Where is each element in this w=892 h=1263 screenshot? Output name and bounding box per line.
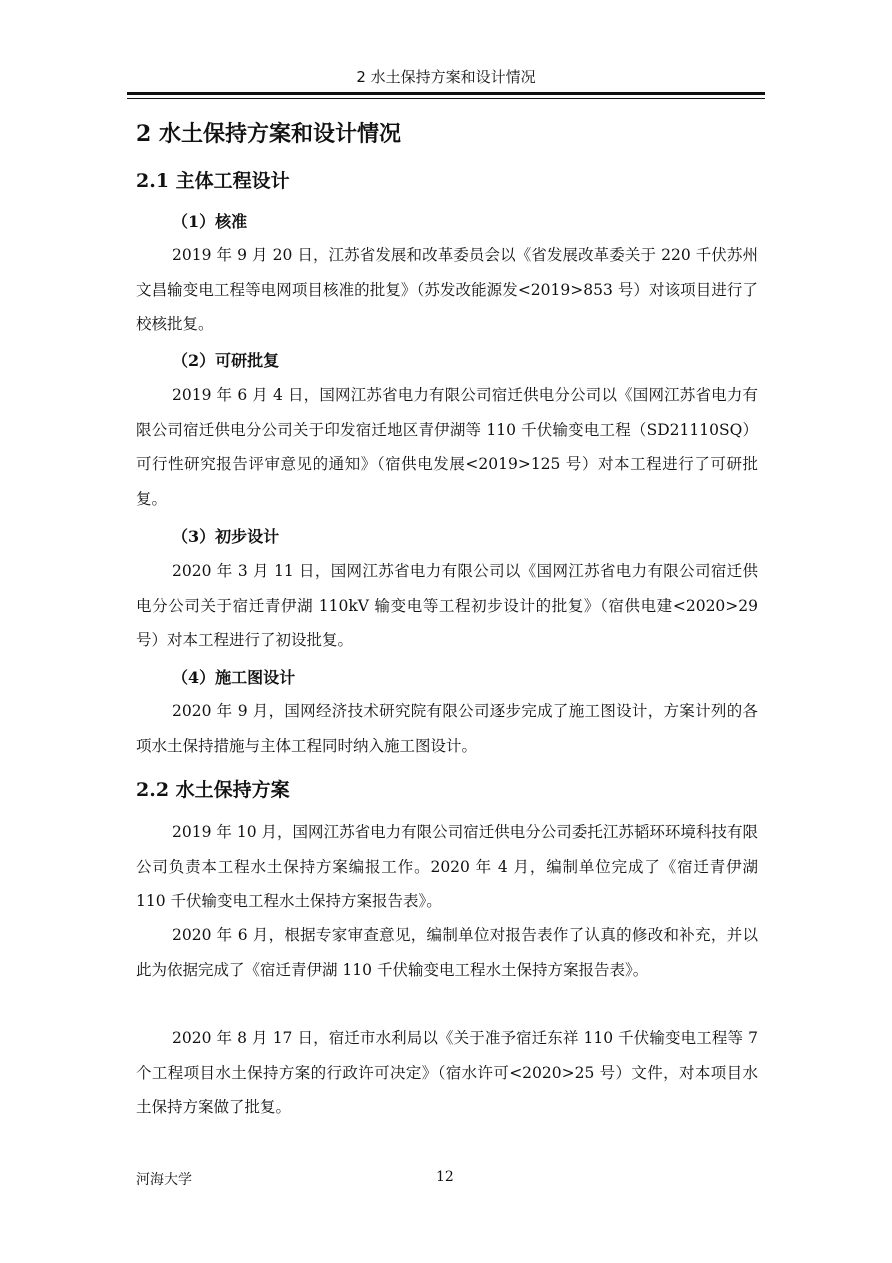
paragraph-plan-revision: 2020 年 6 月，根据专家审查意见，编制单位对报告表作了认真的修改和补充，并以此为依据完成了《宿迁青伊湖 110 千伏输变电工程水土保持方案报告表》。 <box>136 926 758 979</box>
footer-institution: 河海大学 <box>136 1172 192 1188</box>
header-rule-thick <box>127 92 765 95</box>
section-2-1-title: 2.1 主体工程设计 <box>136 170 290 192</box>
paragraph-construction-drawing: 2020 年 9 月，国网经济技术研究院有限公司逐步完成了施工图设计，方案计列的各项水土保持措施与主体工程同时纳入施工图设计。 <box>136 702 758 755</box>
paragraph-feasibility: 2019 年 6 月 4 日，国网江苏省电力有限公司宿迁供电分公司以《国网江苏省电力有限公司宿迁供电分公司关于印发宿迁地区青伊湖等 110 千伏输变电工程（SD21110SQ）可行性研究报告评审意见的通知》（宿供电发展<2019>125 号）对本工程进行了可研批复。 <box>136 386 758 508</box>
subsection-heading-feasibility: （2）可研批复 <box>172 351 280 370</box>
subsection-heading-preliminary-design: （3）初步设计 <box>172 527 280 546</box>
paragraph-approval: 2019 年 9 月 20 日，江苏省发展和改革委员会以《省发展改革委关于 220 千伏苏州文昌输变电工程等电网项目核准的批复》（苏发改能源发<2019>853 号）对该项目进行了校核批复。 <box>136 246 758 333</box>
page-number: 12 <box>436 1169 454 1185</box>
paragraph-plan-compilation: 2019 年 10 月，国网江苏省电力有限公司宿迁供电分公司委托江苏韬环环境科技有限公司负责本工程水土保持方案编报工作。2020 年 4 月，编制单位完成了《宿迁青伊湖 110 千伏输变电工程水土保持方案报告表》。 <box>136 823 758 910</box>
subsection-heading-approval: （1）核准 <box>172 212 248 231</box>
section-2-2-title: 2.2 水土保持方案 <box>136 779 290 801</box>
header-rule-thin <box>127 98 765 99</box>
subsection-heading-construction-drawing: （4）施工图设计 <box>172 668 296 687</box>
paragraph-preliminary-design: 2020 年 3 月 11 日，国网江苏省电力有限公司以《国网江苏省电力有限公司宿迁供电分公司关于宿迁青伊湖 110kV 输变电等工程初步设计的批复》（宿供电建<2020>29 号）对本工程进行了初设批复。 <box>136 562 758 649</box>
chapter-title: 2 水土保持方案和设计情况 <box>136 121 401 147</box>
paragraph-plan-approval: 2020 年 8 月 17 日，宿迁市水利局以《关于准予宿迁东祥 110 千伏输变电工程等 7 个工程项目水土保持方案的行政许可决定》（宿水许可<2020>25 号）文件，对本项目水土保持方案做了批复。 <box>136 1029 758 1116</box>
running-header: 2 水土保持方案和设计情况 <box>356 68 536 86</box>
